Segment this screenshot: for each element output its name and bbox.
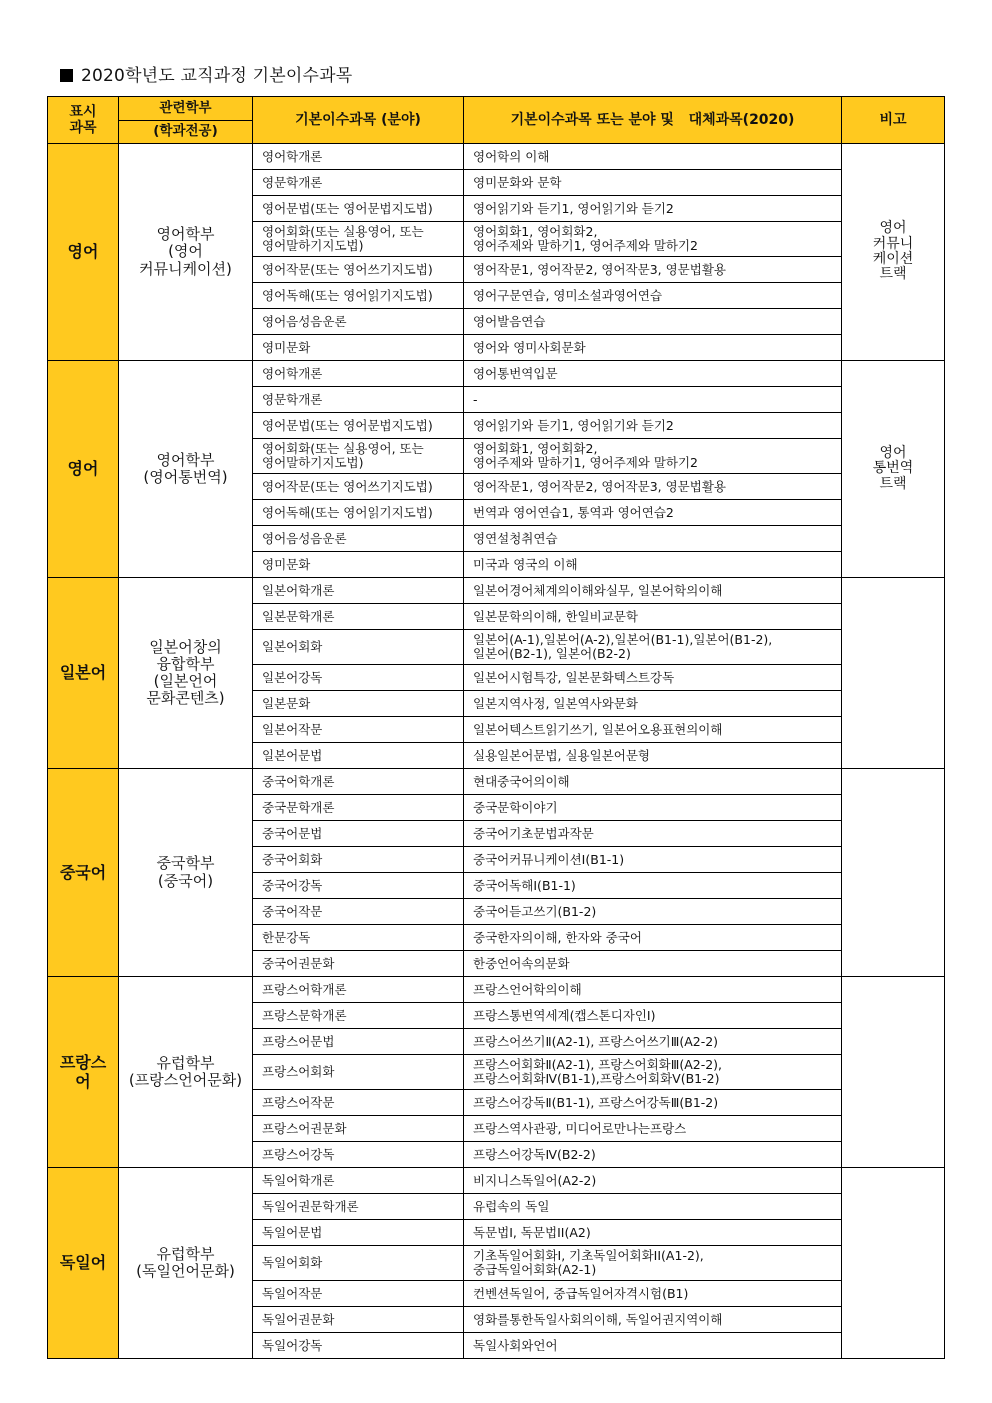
header-dept-bottom: (학과전공) bbox=[119, 121, 253, 144]
subject-cell: 영어 bbox=[48, 361, 119, 578]
basic-course-cell: 중국어회화 bbox=[253, 847, 464, 873]
alternative-course-cell: 일본어경어체계의이해와실무, 일본어학의이해 bbox=[464, 578, 842, 604]
alternative-course-cell: 중국어기초문법과작문 bbox=[464, 821, 842, 847]
subject-cell: 독일어 bbox=[48, 1168, 119, 1359]
alternative-course-cell: 중국어독해Ⅰ(B1-1) bbox=[464, 873, 842, 899]
alternative-course-cell: 프랑스어강독Ⅱ(B1-1), 프랑스어강독Ⅲ(B1-2) bbox=[464, 1090, 842, 1116]
basic-course-cell: 영미문화 bbox=[253, 552, 464, 578]
alternative-course-cell: 영어읽기와 듣기1, 영어읽기와 듣기2 bbox=[464, 413, 842, 439]
basic-course-cell: 독일어문법 bbox=[253, 1220, 464, 1246]
alternative-course-cell: 독문법I, 독문법II(A2) bbox=[464, 1220, 842, 1246]
basic-course-cell: 프랑스어강독 bbox=[253, 1142, 464, 1168]
alternative-course-cell: 중국한자의이해, 한자와 중국어 bbox=[464, 925, 842, 951]
basic-course-cell: 독일어권문화 bbox=[253, 1307, 464, 1333]
basic-course-cell: 영어문법(또는 영어문법지도법) bbox=[253, 196, 464, 222]
alternative-course-cell: 미국과 영국의 이해 bbox=[464, 552, 842, 578]
basic-course-cell: 영어작문(또는 영어쓰기지도법) bbox=[253, 474, 464, 500]
basic-course-cell: 일본어작문 bbox=[253, 717, 464, 743]
alternative-course-cell: 영미문화와 문학 bbox=[464, 170, 842, 196]
basic-course-cell: 일본어학개론 bbox=[253, 578, 464, 604]
header-subject: 표시 과목 bbox=[48, 97, 119, 144]
basic-course-cell: 영어음성음운론 bbox=[253, 309, 464, 335]
basic-course-cell: 독일어작문 bbox=[253, 1281, 464, 1307]
course-table bbox=[47, 96, 945, 1359]
table-row bbox=[48, 144, 945, 170]
alternative-course-cell: 중국어커뮤니케이션Ⅰ(B1-1) bbox=[464, 847, 842, 873]
alternative-course-cell: 영어회화1, 영어회화2, 영어주제와 말하기1, 영어주제와 말하기2 bbox=[464, 222, 842, 257]
basic-course-cell: 일본어회화 bbox=[253, 630, 464, 665]
basic-course-cell: 영어문법(또는 영어문법지도법) bbox=[253, 413, 464, 439]
header-alternative: 기본이수과목 또는 분야 및 대체과목(2020) bbox=[464, 97, 842, 144]
basic-course-cell: 영어음성음운론 bbox=[253, 526, 464, 552]
alternative-course-cell: 영어읽기와 듣기1, 영어읽기와 듣기2 bbox=[464, 196, 842, 222]
basic-course-cell: 중국어학개론 bbox=[253, 769, 464, 795]
alternative-course-cell: 영어작문1, 영어작문2, 영어작문3, 영문법활용 bbox=[464, 257, 842, 283]
basic-course-cell: 프랑스어회화 bbox=[253, 1055, 464, 1090]
subject-cell: 중국어 bbox=[48, 769, 119, 977]
basic-course-cell: 독일어회화 bbox=[253, 1246, 464, 1281]
department-cell: 유럽학부 (독일언어문화) bbox=[119, 1168, 253, 1359]
page-title bbox=[60, 61, 352, 86]
note-cell: 영어 커뮤니 케이션 트랙 bbox=[842, 144, 945, 361]
subject-cell: 프랑스 어 bbox=[48, 977, 119, 1168]
basic-course-cell: 중국어권문화 bbox=[253, 951, 464, 977]
alternative-course-cell: 유럽속의 독일 bbox=[464, 1194, 842, 1220]
department-cell: 유럽학부 (프랑스언어문화) bbox=[119, 977, 253, 1168]
basic-course-cell: 중국문학개론 bbox=[253, 795, 464, 821]
subject-cell: 영어 bbox=[48, 144, 119, 361]
alternative-course-cell: 프랑스어쓰기Ⅱ(A2-1), 프랑스어쓰기Ⅲ(A2-2) bbox=[464, 1029, 842, 1055]
subject-cell: 일본어 bbox=[48, 578, 119, 769]
alternative-course-cell: 프랑스통번역세계(캡스톤디자인Ⅰ) bbox=[464, 1003, 842, 1029]
alternative-course-cell: 영어회화1, 영어회화2, 영어주제와 말하기1, 영어주제와 말하기2 bbox=[464, 439, 842, 474]
department-cell: 일본어창의 융합학부 (일본언어 문화콘텐츠) bbox=[119, 578, 253, 769]
basic-course-cell: 일본어문법 bbox=[253, 743, 464, 769]
note-cell bbox=[842, 1168, 945, 1359]
alternative-course-cell: 영어통번역입문 bbox=[464, 361, 842, 387]
department-cell: 중국학부 (중국어) bbox=[119, 769, 253, 977]
basic-course-cell: 프랑스어문법 bbox=[253, 1029, 464, 1055]
alternative-course-cell: 일본지역사정, 일본역사와문화 bbox=[464, 691, 842, 717]
alternative-course-cell: 영어발음연습 bbox=[464, 309, 842, 335]
basic-course-cell: 영어회화(또는 실용영어, 또는 영어말하기지도법) bbox=[253, 222, 464, 257]
table-row bbox=[48, 977, 945, 1003]
basic-course-cell: 중국어작문 bbox=[253, 899, 464, 925]
alternative-course-cell: 프랑스언어학의이해 bbox=[464, 977, 842, 1003]
alternative-course-cell: 중국어듣고쓰기(B1-2) bbox=[464, 899, 842, 925]
alternative-course-cell: 일본어텍스트읽기쓰기, 일본어오용표현의이해 bbox=[464, 717, 842, 743]
department-cell: 영어학부 (영어통번역) bbox=[119, 361, 253, 578]
square-bullet-icon bbox=[60, 69, 73, 82]
basic-course-cell: 영문학개론 bbox=[253, 387, 464, 413]
page-title-text: 2020학년도 교직과정 기본이수과목 bbox=[81, 66, 353, 86]
basic-course-cell: 독일어학개론 bbox=[253, 1168, 464, 1194]
alternative-course-cell: 번역과 영어연습1, 통역과 영어연습2 bbox=[464, 500, 842, 526]
alternative-course-cell: 중국문학이야기 bbox=[464, 795, 842, 821]
basic-course-cell: 프랑스문학개론 bbox=[253, 1003, 464, 1029]
basic-course-cell: 영어회화(또는 실용영어, 또는 영어말하기지도법) bbox=[253, 439, 464, 474]
basic-course-cell: 영어작문(또는 영어쓰기지도법) bbox=[253, 257, 464, 283]
table-body bbox=[48, 144, 945, 1359]
alternative-course-cell: 영어구문연습, 영미소설과영어연습 bbox=[464, 283, 842, 309]
alternative-course-cell: 현대중국어의이해 bbox=[464, 769, 842, 795]
alternative-course-cell: 영연설청취연습 bbox=[464, 526, 842, 552]
alternative-course-cell: 영화를통한독일사회의이해, 독일어권지역이해 bbox=[464, 1307, 842, 1333]
note-cell bbox=[842, 578, 945, 769]
alternative-course-cell: 영어와 영미사회문화 bbox=[464, 335, 842, 361]
alternative-course-cell: 컨벤션독일어, 중급독일어자격시험(B1) bbox=[464, 1281, 842, 1307]
basic-course-cell: 일본문화 bbox=[253, 691, 464, 717]
basic-course-cell: 영어독해(또는 영어읽기지도법) bbox=[253, 283, 464, 309]
basic-course-cell: 영어학개론 bbox=[253, 361, 464, 387]
header-note: 비고 bbox=[842, 97, 945, 144]
note-cell: 영어 통번역 트랙 bbox=[842, 361, 945, 578]
basic-course-cell: 프랑스어작문 bbox=[253, 1090, 464, 1116]
alternative-course-cell: 한중언어속의문화 bbox=[464, 951, 842, 977]
basic-course-cell: 독일어강독 bbox=[253, 1333, 464, 1359]
alternative-course-cell: 독일사회와언어 bbox=[464, 1333, 842, 1359]
header-dept-top: 관련학부 bbox=[119, 97, 253, 121]
table-row bbox=[48, 769, 945, 795]
basic-course-cell: 독일어권문학개론 bbox=[253, 1194, 464, 1220]
alternative-course-cell: 프랑스역사관광, 미디어로만나는프랑스 bbox=[464, 1116, 842, 1142]
basic-course-cell: 일본어강독 bbox=[253, 665, 464, 691]
basic-course-cell: 프랑스어권문화 bbox=[253, 1116, 464, 1142]
alternative-course-cell: 일본어시험특강, 일본문화텍스트강독 bbox=[464, 665, 842, 691]
alternative-course-cell: 실용일본어문법, 실용일본어문형 bbox=[464, 743, 842, 769]
basic-course-cell: 영문학개론 bbox=[253, 170, 464, 196]
basic-course-cell: 일본문학개론 bbox=[253, 604, 464, 630]
alternative-course-cell: - bbox=[464, 387, 842, 413]
basic-course-cell: 한문강독 bbox=[253, 925, 464, 951]
alternative-course-cell: 프랑스어강독Ⅳ(B2-2) bbox=[464, 1142, 842, 1168]
basic-course-cell: 프랑스어학개론 bbox=[253, 977, 464, 1003]
alternative-course-cell: 비지니스독일어(A2-2) bbox=[464, 1168, 842, 1194]
alternative-course-cell: 기초독일어회화I, 기초독일어회화II(A1-2), 중급독일어회화(A2-1) bbox=[464, 1246, 842, 1281]
table-row bbox=[48, 1168, 945, 1194]
alternative-course-cell: 일본어(A-1),일본어(A-2),일본어(B1-1),일본어(B1-2), 일본어(B2-1), 일본어(B2-2) bbox=[464, 630, 842, 665]
department-cell: 영어학부 (영어 커뮤니케이션) bbox=[119, 144, 253, 361]
alternative-course-cell: 프랑스어회화Ⅱ(A2-1), 프랑스어회화Ⅲ(A2-2), 프랑스어회화Ⅳ(B1-1),프랑스어회화Ⅴ(B1-2) bbox=[464, 1055, 842, 1090]
note-cell bbox=[842, 769, 945, 977]
header-area: 기본이수과목 (분야) bbox=[253, 97, 464, 144]
note-cell bbox=[842, 977, 945, 1168]
basic-course-cell: 중국어문법 bbox=[253, 821, 464, 847]
basic-course-cell: 영어독해(또는 영어읽기지도법) bbox=[253, 500, 464, 526]
alternative-course-cell: 일본문학의이해, 한일비교문학 bbox=[464, 604, 842, 630]
table-row bbox=[48, 361, 945, 387]
alternative-course-cell: 영어작문1, 영어작문2, 영어작문3, 영문법활용 bbox=[464, 474, 842, 500]
table-row bbox=[48, 578, 945, 604]
basic-course-cell: 영어학개론 bbox=[253, 144, 464, 170]
basic-course-cell: 영미문화 bbox=[253, 335, 464, 361]
alternative-course-cell: 영어학의 이해 bbox=[464, 144, 842, 170]
basic-course-cell: 중국어강독 bbox=[253, 873, 464, 899]
